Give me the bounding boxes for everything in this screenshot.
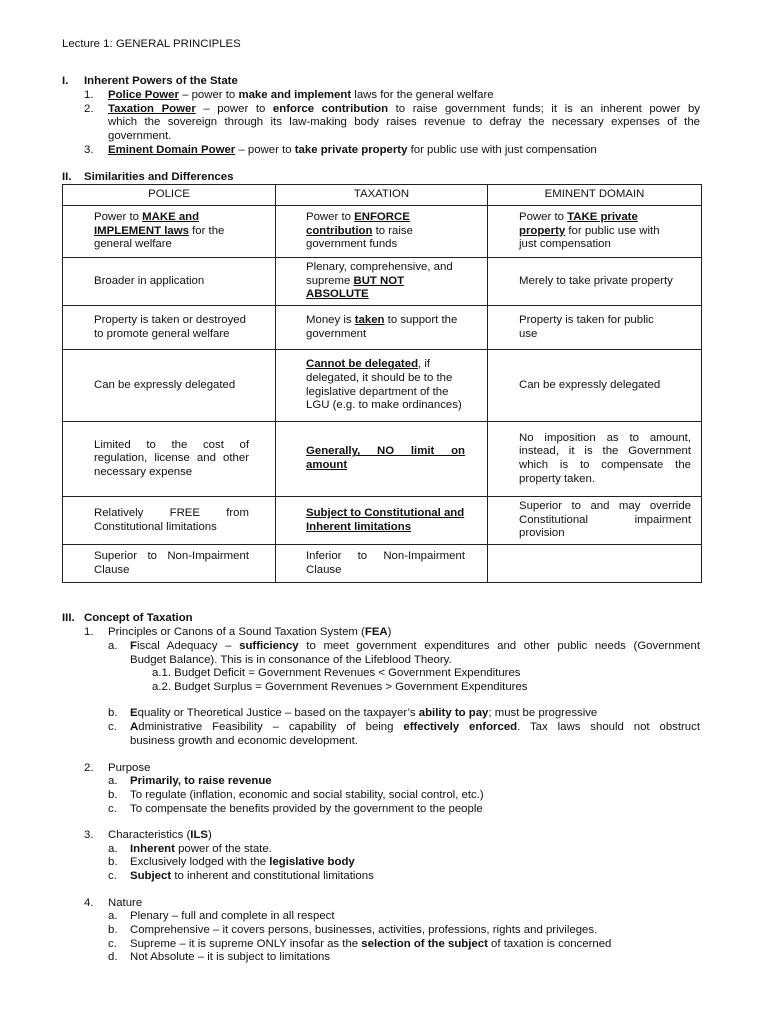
text: Power to <box>519 211 568 224</box>
emphasis: enforce contribution <box>272 103 389 115</box>
item-letter: b. <box>108 789 118 801</box>
text: Limited to the cost of <box>94 438 249 451</box>
characteristic-a <box>130 843 272 857</box>
text: power of the state. <box>174 843 272 855</box>
text: , if <box>418 358 431 371</box>
text: No imposition as to amount, <box>519 431 691 444</box>
text: – power to <box>178 89 239 101</box>
emphasis: take private property <box>294 144 408 156</box>
eminent-domain-line <box>108 144 597 158</box>
cell-police <box>63 306 276 350</box>
item-letter: a. <box>108 775 118 787</box>
text: property taken. <box>519 472 595 485</box>
cell-eminent-domain <box>488 422 702 497</box>
table-row <box>63 258 702 306</box>
text: to promote general welfare <box>94 327 230 340</box>
emphasis: FEA <box>364 626 388 638</box>
taxation-power-line-3: government. <box>108 130 172 142</box>
emphasis: Generally, NO limit on <box>306 445 465 458</box>
text: quality or Theoretical Justice – based on the taxpayer’s <box>137 707 419 719</box>
text: government <box>306 327 367 340</box>
cell-eminent-domain: Can be expressly delegated <box>488 350 702 422</box>
police-power-line <box>108 89 494 103</box>
text: Money is <box>306 313 355 326</box>
nature-d: Not Absolute – it is subject to limitations <box>130 951 331 963</box>
text: for public use with just compensation <box>407 144 597 156</box>
budget-surplus-line: a.2. Budget Surplus = Government Revenues > Government Expenditures <box>152 681 528 693</box>
cell-taxation <box>276 350 488 422</box>
item-letter: c. <box>108 870 117 882</box>
principles-line <box>108 626 391 640</box>
text: Exclusively lodged with the <box>130 856 270 868</box>
nature-c <box>130 938 611 952</box>
item-letter: a. <box>108 843 118 855</box>
characteristics-line <box>108 829 212 843</box>
cell-taxation <box>276 422 488 497</box>
text: Supreme – it is supreme ONLY insofar as the <box>130 938 362 950</box>
item-letter: b. <box>108 707 118 719</box>
cell-eminent-domain <box>488 306 702 350</box>
emphasis: A <box>130 721 139 733</box>
emphasis: Subject to Constitutional and <box>306 506 465 519</box>
header-police: POLICE <box>63 185 276 206</box>
purpose-a: Primarily, to raise revenue <box>130 775 272 787</box>
item-letter: a. <box>108 910 118 922</box>
cell-police <box>63 497 276 545</box>
cell-police: Broader in application <box>63 258 276 306</box>
term: Taxation Power <box>108 103 196 115</box>
text: to raise <box>372 224 413 237</box>
cell-taxation <box>276 206 488 258</box>
cell-police <box>63 545 276 583</box>
section-3-number: III. <box>62 612 75 624</box>
item-letter: b. <box>108 856 118 868</box>
emphasis: ability to pay <box>418 707 489 719</box>
table-row <box>63 306 702 350</box>
emphasis: ILS <box>190 829 209 841</box>
text: ; must be progressive <box>488 707 598 719</box>
text: instead, it is the Government <box>519 445 691 458</box>
cell-taxation <box>276 497 488 545</box>
table-row <box>63 422 702 497</box>
emphasis: E <box>130 707 138 719</box>
table-row <box>63 206 702 258</box>
item-number: 4. <box>84 897 94 909</box>
fiscal-adequacy-line <box>130 640 700 654</box>
text: Clause <box>306 563 342 576</box>
emphasis: Cannot be delegated <box>306 358 419 371</box>
text: government funds <box>306 238 398 251</box>
emphasis: IMPLEMENT laws <box>94 224 189 237</box>
emphasis: Inherent <box>130 843 175 855</box>
emphasis: Inherent limitations <box>306 520 412 533</box>
text: Plenary, comprehensive, and <box>306 261 453 274</box>
text: regulation, license and other <box>94 452 249 465</box>
text: Power to <box>94 211 143 224</box>
emphasis: F <box>130 640 137 652</box>
text: which is to compensate the <box>519 459 691 471</box>
text: Constitutional impairment <box>519 513 691 526</box>
text: LGU (e.g. to make ordinances) <box>306 399 462 412</box>
section-2-heading: Similarities and Differences <box>84 171 234 183</box>
cell-eminent-domain <box>488 497 702 545</box>
text: ) <box>387 626 392 638</box>
item-letter: c. <box>108 721 117 733</box>
item-number: 2. <box>84 762 94 774</box>
text: to raise government funds; it is an inherent power by <box>388 103 700 115</box>
cell-eminent-domain <box>488 545 702 583</box>
text: for the <box>188 224 225 237</box>
budget-deficit-line: a.1. Budget Deficit = Government Revenues < Government Expenditures <box>152 667 521 679</box>
item-number: 3. <box>84 829 94 841</box>
header-taxation: TAXATION <box>276 185 488 206</box>
text: supreme <box>306 274 354 287</box>
emphasis: make and implement <box>238 89 352 101</box>
emphasis: contribution <box>306 224 373 237</box>
administrative-line-2: business growth and economic development. <box>130 735 358 747</box>
section-1-number: I. <box>62 75 69 87</box>
emphasis: selection of the subject <box>361 938 488 950</box>
cell-eminent-domain: Merely to take private property <box>488 258 702 306</box>
text: of taxation is concerned <box>487 938 612 950</box>
purpose-label: Purpose <box>108 762 151 774</box>
item-letter: d. <box>108 951 118 963</box>
text: iscal Adequacy – <box>136 640 240 652</box>
text: laws for the general welfare <box>351 89 494 101</box>
text: ) <box>208 829 212 841</box>
text: general welfare <box>94 238 172 251</box>
text: Power to <box>306 211 355 224</box>
text: Superior to and may override <box>519 500 691 513</box>
lecture-title: Lecture 1: GENERAL PRINCIPLES <box>62 38 241 50</box>
taxation-power-line <box>108 103 700 117</box>
emphasis: BUT NOT <box>353 274 405 287</box>
cell-police: Can be expressly delegated <box>63 350 276 422</box>
cell-police <box>63 422 276 497</box>
administrative-line <box>130 721 700 735</box>
section-2-number: II. <box>62 171 72 183</box>
item-letter: c. <box>108 938 117 950</box>
cell-eminent-domain <box>488 206 702 258</box>
text: Property is taken for public <box>519 313 654 326</box>
text: Inferior to Non-Impairment <box>306 549 465 562</box>
fiscal-adequacy-line-2: Budget Balance). This is in consonance of the Lifeblood Theory. <box>130 654 452 666</box>
nature-a: Plenary – full and complete in all respect <box>130 910 335 922</box>
item-number: 1. <box>84 626 94 638</box>
term: Eminent Domain Power <box>108 144 236 156</box>
nature-label: Nature <box>108 897 143 909</box>
emphasis: effectively enforced <box>403 721 518 733</box>
text: – power to <box>235 144 295 156</box>
text: Relatively FREE from <box>94 506 249 519</box>
section-1-heading: Inherent Powers of the State <box>84 75 238 87</box>
emphasis: legislative body <box>269 856 355 868</box>
emphasis: ABSOLUTE <box>306 288 369 301</box>
equality-line <box>130 707 597 721</box>
cell-taxation <box>276 258 488 306</box>
term: Police Power <box>108 89 179 101</box>
cell-taxation <box>276 306 488 350</box>
emphasis: property <box>519 224 566 237</box>
text: use <box>519 327 538 340</box>
text: Constitutional limitations <box>94 520 217 533</box>
cell-taxation <box>276 545 488 583</box>
table-header-row <box>63 185 702 206</box>
text: – power to <box>195 103 273 115</box>
item-letter: a. <box>108 640 118 652</box>
characteristic-b <box>130 856 355 870</box>
text: provision <box>519 527 565 540</box>
item-letter: c. <box>108 803 117 815</box>
purpose-b: To regulate (inflation, economic and social stability, social control, etc.) <box>130 789 484 801</box>
text: to inherent and constitutional limitations <box>171 870 374 882</box>
text: Clause <box>94 563 130 576</box>
text: to meet government expenditures and other public needs (Government <box>298 640 700 652</box>
text: necessary expense <box>94 465 193 478</box>
item-number: 2. <box>84 103 94 115</box>
emphasis: ENFORCE <box>354 211 410 224</box>
purpose-c: To compensate the benefits provided by the government to the people <box>130 803 483 815</box>
table-row <box>63 350 702 422</box>
table-row <box>63 545 702 583</box>
emphasis: TAKE private <box>567 211 638 224</box>
item-letter: b. <box>108 924 118 936</box>
text: legislative department of the <box>306 385 449 398</box>
text: Principles or Canons of a Sound Taxation System ( <box>108 626 365 638</box>
item-number: 1. <box>84 89 94 101</box>
text: Characteristics ( <box>108 829 191 841</box>
text: Superior to Non-Impairment <box>94 549 249 562</box>
characteristic-c <box>130 870 374 884</box>
emphasis: MAKE and <box>142 211 200 224</box>
emphasis: amount <box>306 459 348 471</box>
comparison-table <box>62 184 702 583</box>
taxation-power-line-2: which the sovereign through its law-making body raises revenue to defray the necessary expenses of the <box>108 116 700 128</box>
emphasis: taken <box>354 313 385 326</box>
section-3-heading: Concept of Taxation <box>84 612 193 624</box>
cell-police <box>63 206 276 258</box>
text: . Tax laws should not obstruct <box>517 721 700 733</box>
text: dministrative Feasibility – capability of being <box>138 721 404 733</box>
nature-b: Comprehensive – it covers persons, businesses, activities, professions, rights and privileges. <box>130 924 598 936</box>
table-row <box>63 497 702 545</box>
text: delegated, it should be to the <box>306 371 453 384</box>
item-number: 3. <box>84 144 94 156</box>
emphasis: sufficiency <box>239 640 299 652</box>
emphasis: Subject <box>130 870 172 882</box>
header-eminent-domain: EMINENT DOMAIN <box>488 185 702 206</box>
text: just compensation <box>519 238 611 251</box>
text: Property is taken or destroyed <box>94 313 246 326</box>
text: to support the <box>384 313 458 326</box>
text: for public use with <box>565 224 660 237</box>
